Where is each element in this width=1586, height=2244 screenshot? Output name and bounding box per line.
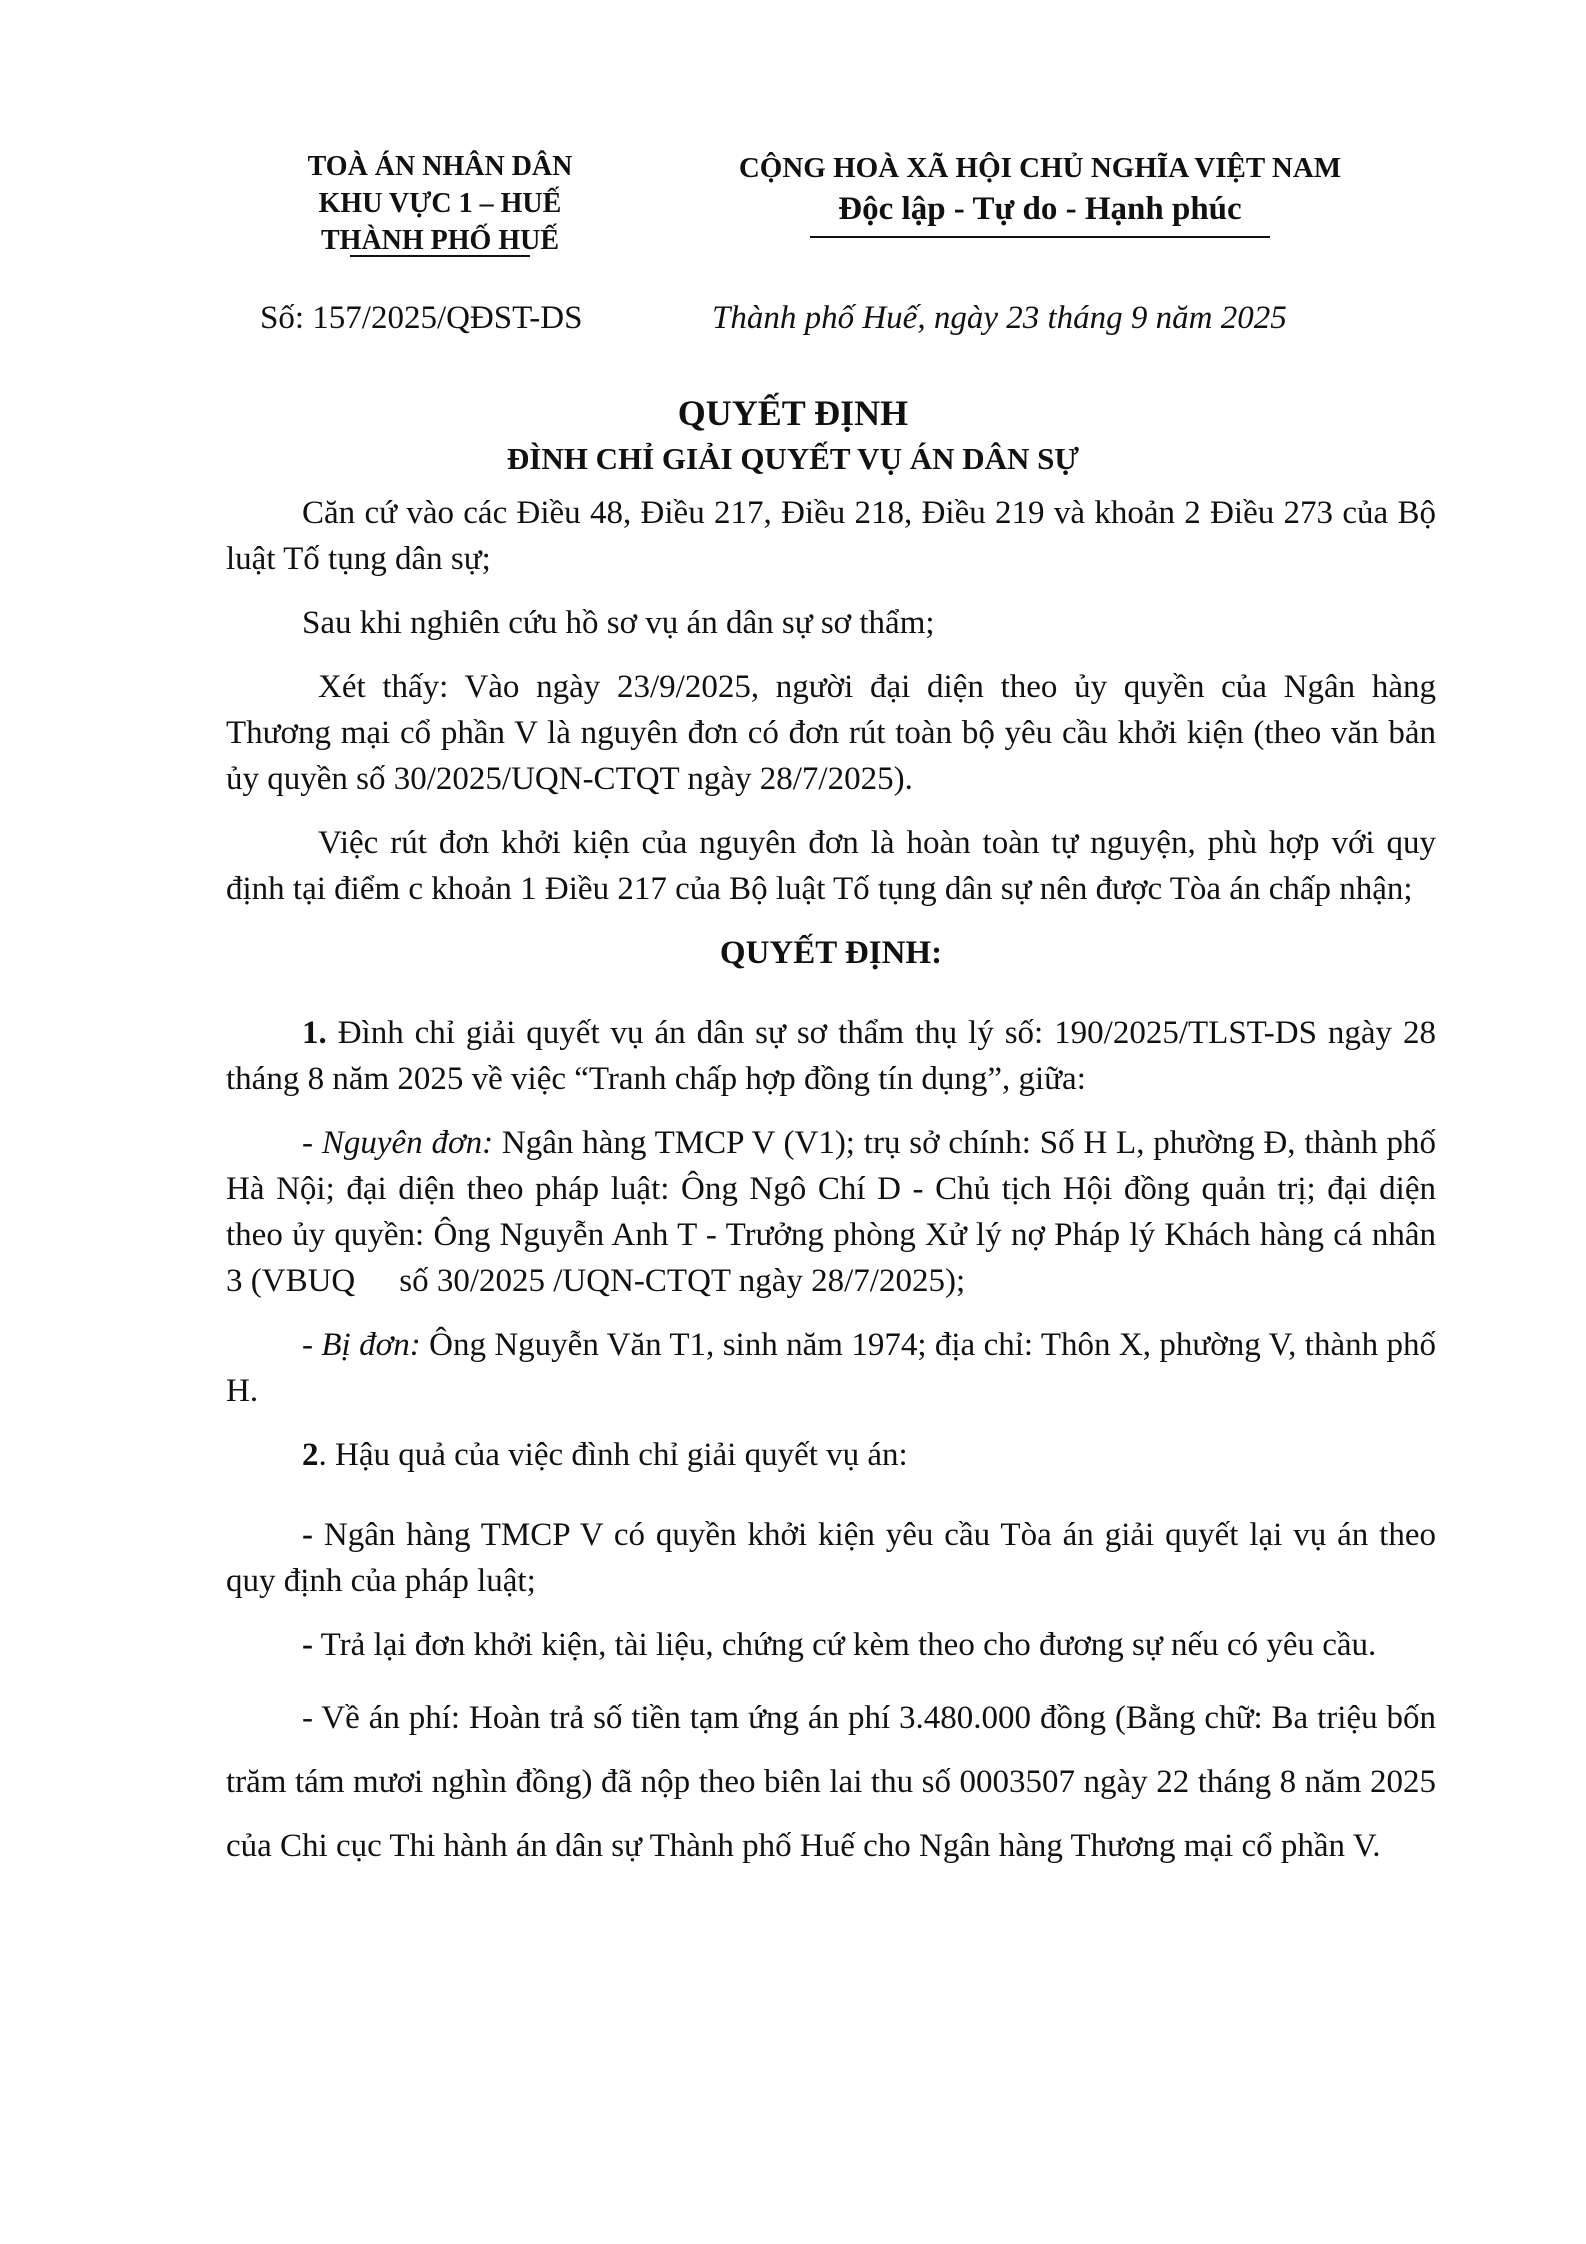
consequence2-dash: -: [302, 1627, 313, 1663]
spacer: [226, 1496, 1436, 1512]
title-line2: ĐÌNH CHỈ GIẢI QUYẾT VỤ ÁN DÂN SỰ: [506, 441, 1080, 476]
court-header: [280, 148, 600, 257]
motto-underline: [810, 236, 1270, 238]
nation-motto: Độc lập - Tự do - Hạnh phúc: [838, 191, 1242, 227]
court-name-line3: THÀNH PHỐ HUẾ: [320, 225, 559, 256]
fee-paragraph: - Về án phí: Hoàn trả số tiền tạm ứng án phí 3.480.000 đồng (Bằng chữ: Ba triệu bốn trăm tám mươi nghìn đồng) đã nộp theo biên lai thu số 0003507 ngày 22 tháng 8 năm 2025 của Chi cục Thi hành án dân sự Thành phố Huế cho Ngân hàng Thương mại cổ phần V.: [226, 1700, 1436, 1864]
item2-paragraph: [226, 1432, 1436, 1478]
place-date: Thành phố Huế, ngày 23 tháng 9 năm 2025: [712, 300, 1287, 336]
consequence1-text: Ngân hàng TMCP V có quyền khởi kiện yêu cầu Tòa án giải quyết lại vụ án theo quy định của pháp luật;: [226, 1517, 1436, 1599]
consequence2-paragraph: [226, 1622, 1436, 1668]
nation-title: CỘNG HOÀ XÃ HỘI CHỦ NGHĨA VIỆT NAM: [738, 152, 1342, 184]
plaintiff-text-a: Ngân hàng TMCP V (V1); trụ sở chính: Số H L, phường Đ, thành phố Hà Nội; đại diện theo pháp luật: Ông Ngô Chí D - Chủ tịch Hội đồng quản trị; đại diện theo ủy quyền: Ông Nguyễn Anh T - Trưởng phòng Xử lý nợ Pháp lý Khách hàng cá nhân 3 (VBUQ: [226, 1125, 1437, 1299]
item2-text: . Hậu quả của việc đình chỉ giải quyết vụ án:: [318, 1437, 908, 1473]
finding-paragraph: Xét thấy: Vào ngày 23/9/2025, người đại diện theo ủy quyền của Ngân hàng Thương mại cổ phần V là nguyên đơn có đơn rút toàn bộ yêu cầu khởi kiện (theo văn bản ủy quyền số 30/2025/UQN-CTQT ngày 28/7/2025).: [226, 669, 1436, 797]
plaintiff-label: Nguyên đơn:: [321, 1125, 494, 1161]
decision-heading: QUYẾT ĐỊNH:: [719, 935, 943, 971]
national-header: [690, 148, 1390, 238]
court-name-line2: KHU VỰC 1 – HUẾ: [318, 188, 562, 219]
withdrawal-paragraph: Việc rút đơn khởi kiện của nguyên đơn là hoàn toàn tự nguyện, phù hợp với quy định tại điểm c khoản 1 Điều 217 của Bộ luật Tố tụng dân sự nên được Tòa án chấp nhận;: [226, 825, 1436, 907]
court-name-line1: TOÀ ÁN NHÂN DÂN: [307, 151, 573, 182]
defendant-paragraph: [226, 1322, 1436, 1414]
plaintiff-dash: -: [302, 1125, 322, 1161]
consequence1-paragraph: [226, 1512, 1436, 1604]
plaintiff-paragraph: [226, 1120, 1436, 1304]
plaintiff-text-b: số 30/2025 /UQN-CTQT ngày 28/7/2025);: [399, 1263, 966, 1299]
defendant-label: Bị đơn:: [321, 1327, 421, 1363]
title-line1: QUYẾT ĐỊNH: [677, 393, 909, 433]
item1-number: 1.: [302, 1015, 327, 1051]
document-number: Số: 157/2025/QĐST-DS: [260, 300, 583, 336]
defendant-dash: -: [302, 1327, 322, 1363]
study-paragraph: Sau khi nghiên cứu hồ sơ vụ án dân sự sơ thẩm;: [302, 605, 935, 641]
item1-paragraph: [226, 1010, 1436, 1102]
consequence1-dash: -: [302, 1517, 313, 1553]
document-body: [226, 490, 1436, 1878]
document-title: [0, 390, 1586, 482]
basis-paragraph: Căn cứ vào các Điều 48, Điều 217, Điều 218, Điều 219 và khoản 2 Điều 273 của Bộ luật Tố tụng dân sự;: [226, 495, 1436, 577]
consequence2-text: Trả lại đơn khởi kiện, tài liệu, chứng cứ kèm theo cho đương sự nếu có yêu cầu.: [313, 1627, 1377, 1663]
item2-number: 2: [302, 1437, 319, 1473]
defendant-text: Ông Nguyễn Văn T1, sinh năm 1974; địa chỉ: Thôn X, phường V, thành phố H.: [226, 1327, 1436, 1409]
item1-text: Đình chỉ giải quyết vụ án dân sự sơ thẩm thụ lý số: 190/2025/TLST-DS ngày 28 tháng 8 năm 2025 về việc “Tranh chấp hợp đồng tín dụng”, giữa:: [226, 1015, 1436, 1097]
